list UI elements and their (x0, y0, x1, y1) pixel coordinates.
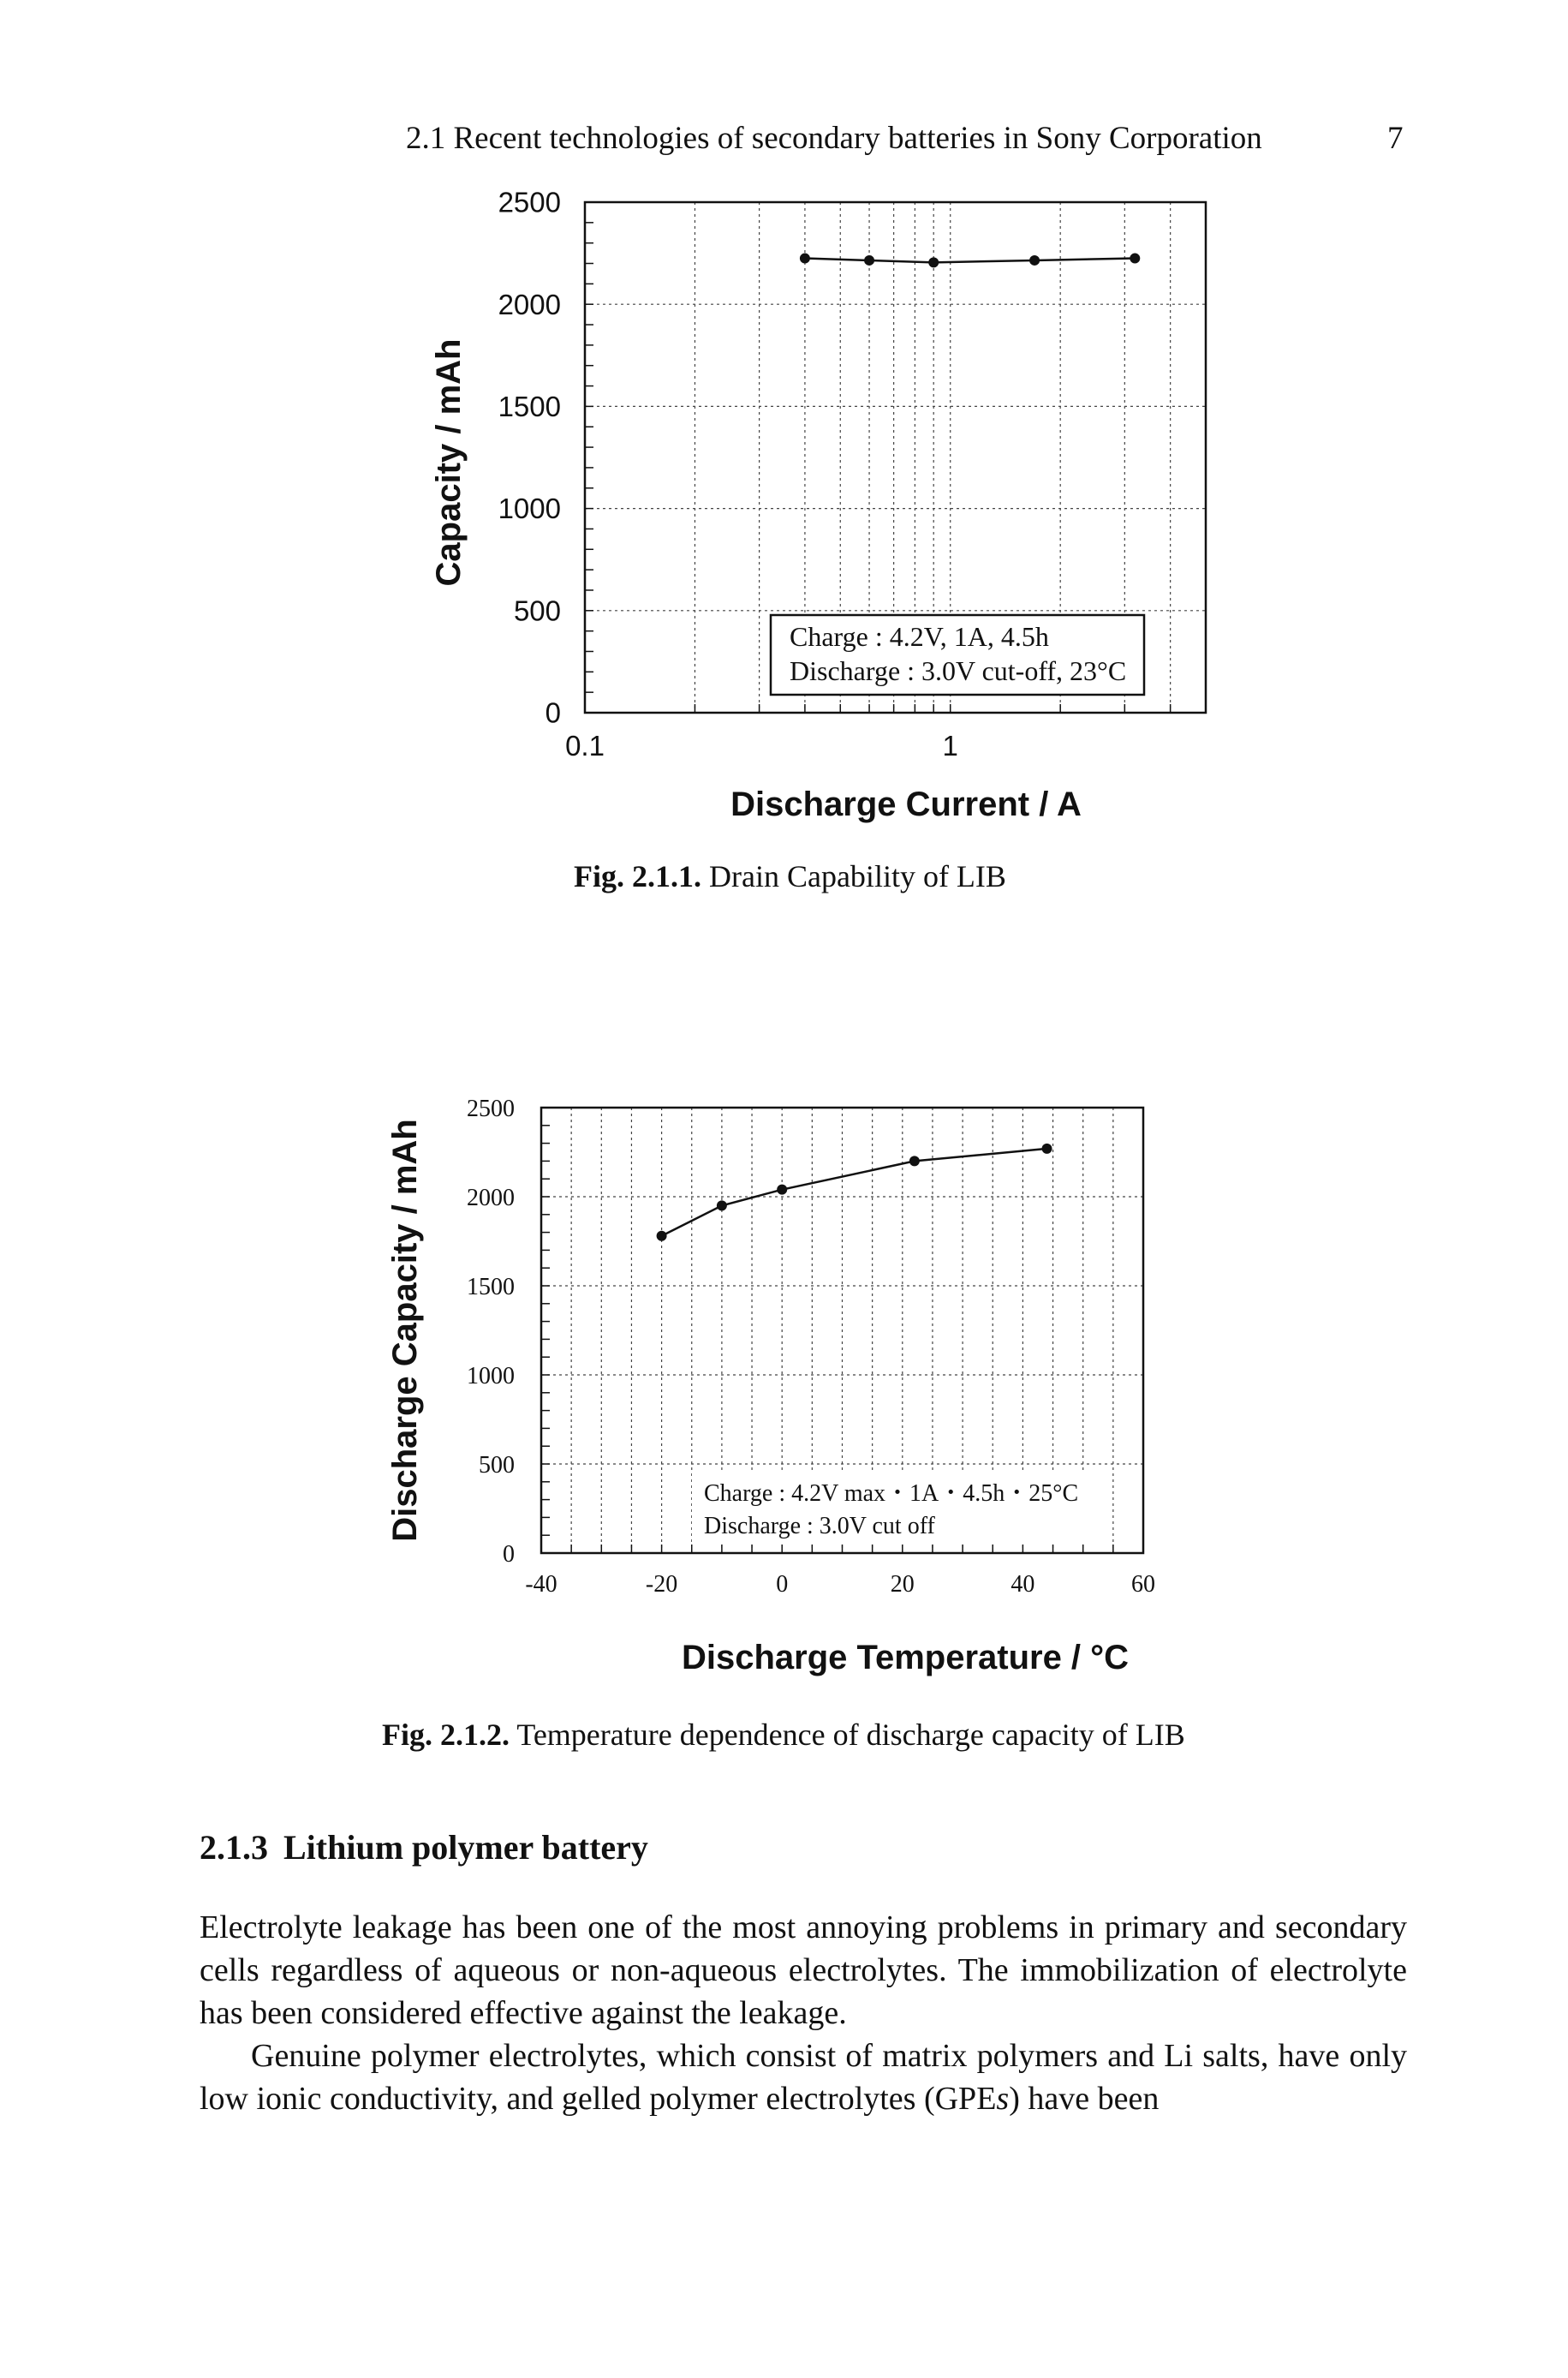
figure2-caption-label: Fig. 2.1.2. (382, 1718, 510, 1752)
data-point (1130, 254, 1140, 264)
drain-capability-chart (0, 0, 1568, 857)
section-heading (200, 1827, 648, 1867)
x-axis-label: Discharge Temperature / °C (681, 1639, 1130, 1676)
y-axis-label: Discharge Capacity / mAh (386, 1119, 424, 1542)
running-title: 2.1 Recent technologies of secondary batteries in Sony Corporation (406, 121, 1262, 156)
y-tick-label: 1500 (498, 390, 561, 422)
y-tick-label: 500 (479, 1451, 515, 1479)
x-tick-label: 1 (942, 730, 958, 762)
data-point (657, 1231, 667, 1241)
y-tick-label: 1000 (498, 493, 561, 525)
section-number: 2.1.3 (200, 1828, 268, 1867)
y-tick-label: 2500 (467, 1095, 515, 1122)
legend-text: Charge : 4.2V max・1A・4.5h・25°C (704, 1480, 1079, 1507)
y-tick-label: 500 (513, 594, 561, 627)
legend-text: Discharge : 3.0V cut off (704, 1513, 935, 1539)
figure1-caption-label: Fig. 2.1.1. (574, 859, 701, 893)
x-tick-label: 60 (1131, 1571, 1155, 1598)
paragraph-2 (200, 2034, 1407, 2120)
x-tick-label: 0 (776, 1571, 789, 1598)
figure1-caption (574, 858, 1006, 894)
body-text (200, 1906, 1407, 2120)
data-point (777, 1185, 787, 1195)
series-line (805, 259, 1135, 263)
figure2-caption-text: Temperature dependence of discharge capacity of LIB (510, 1718, 1185, 1752)
y-tick-label: 2000 (467, 1184, 515, 1211)
paragraph-1: Electrolyte leakage has been one of the most annoying problems in primary and secondary cells regardless of aqueous or non-aqueous electrolytes. The immobilization of electrolyte has been considered effective against the leakage. (200, 1909, 1407, 2031)
y-tick-label: 2000 (498, 288, 561, 320)
figure2-caption (382, 1717, 1185, 1753)
x-tick-label: -40 (525, 1571, 557, 1598)
temperature-dependence-chart (0, 1028, 1568, 1713)
y-tick-label: 2500 (498, 186, 561, 218)
section-title: Lithium polymer battery (283, 1828, 648, 1867)
x-tick-label: 0.1 (565, 730, 605, 762)
x-tick-label: 40 (1011, 1571, 1035, 1598)
data-point (800, 254, 810, 264)
data-point (928, 257, 939, 267)
data-point (1029, 255, 1040, 266)
page-number: 7 (1387, 121, 1404, 156)
y-tick-label: 1000 (467, 1362, 515, 1389)
legend-text: Charge : 4.2V, 1A, 4.5h (790, 621, 1049, 652)
y-axis-label: Capacity / mAh (430, 338, 468, 587)
data-point (1042, 1144, 1052, 1154)
series-line (662, 1149, 1047, 1236)
paragraph-2-part-2: ) have been (1009, 2081, 1160, 2117)
x-tick-label: -20 (645, 1571, 678, 1598)
y-tick-label: 1500 (467, 1273, 515, 1300)
paragraph-2-part-1: Genuine polymer electrolytes, which consist of matrix polymers and Li salts, have only low ionic conductivity, and gelled polymer electrolytes (GPE (200, 2038, 1407, 2117)
data-point (909, 1156, 920, 1166)
y-tick-label: 0 (503, 1540, 515, 1568)
data-point (864, 255, 874, 266)
y-tick-label: 0 (545, 696, 561, 729)
paragraph-2-italic: s (996, 2081, 1010, 2117)
legend-text: Discharge : 3.0V cut-off, 23°C (790, 655, 1127, 686)
x-axis-label: Discharge Current / A (730, 786, 1082, 823)
x-tick-label: 20 (890, 1571, 915, 1598)
figure1-caption-text: Drain Capability of LIB (701, 859, 1006, 893)
data-point (717, 1200, 727, 1210)
